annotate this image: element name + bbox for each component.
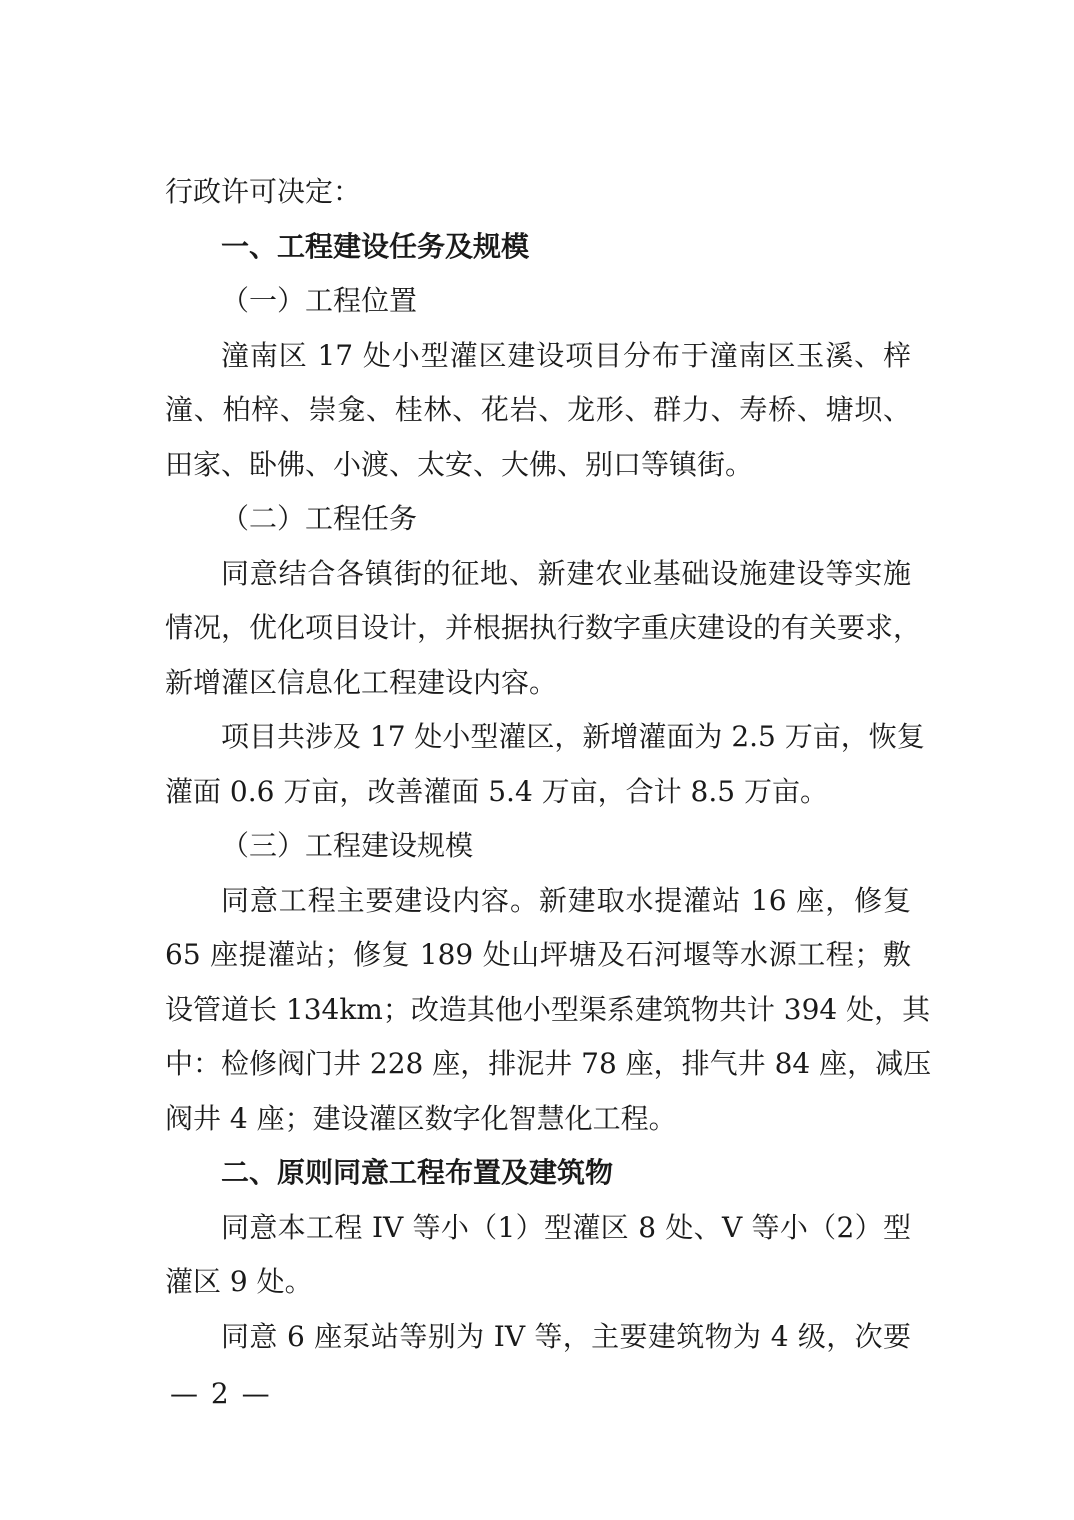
subsection-heading-location: （一）工程位置	[221, 284, 418, 317]
paragraph-line: 灌面 0.6 万亩，改善灌面 5.4 万亩，合计 8.5 万亩。	[165, 774, 828, 808]
paragraph-line: 设管道长 134km；改造其他小型渠系建筑物共计 394 处，其	[165, 992, 931, 1026]
document-body	[165, 165, 932, 1364]
paragraph-line: 阀井 4 座；建设灌区数字化智慧化工程。	[165, 1101, 677, 1135]
paragraph-line: 同意 6 座泵站等别为 IV 等，主要建筑物为 4 级，次要	[221, 1319, 911, 1353]
paragraph-line: 同意结合各镇街的征地、新建农业基础设施建设等实施	[221, 556, 911, 590]
paragraph-line: 项目共涉及 17 处小型灌区，新增灌面为 2.5 万亩，恢复	[221, 720, 925, 753]
section-heading-1: 一、工程建设任务及规模	[221, 229, 530, 263]
paragraph-line: 65 座提灌站；修复 189 处山坪塘及石河堰等水源工程；敷	[165, 938, 911, 971]
paragraph-line: 潼、柏梓、崇龛、桂林、花岩、龙形、群力、寿桥、塘坝、	[165, 393, 911, 426]
page-number: — 2 —	[170, 1377, 272, 1410]
intro-line: 行政许可决定：	[165, 175, 362, 208]
section-heading-2: 二、原则同意工程布置及建筑物	[221, 1156, 614, 1189]
subsection-heading-task: （二）工程任务	[221, 502, 418, 535]
paragraph-line: 潼南区 17 处小型灌区建设项目分布于潼南区玉溪、梓	[221, 338, 911, 372]
subsection-heading-scale: （三）工程建设规模	[221, 829, 474, 862]
paragraph-line: 同意工程主要建设内容。新建取水提灌站 16 座，修复	[221, 883, 911, 917]
paragraph-line: 同意本工程 IV 等小（1）型灌区 8 处、V 等小（2）型	[221, 1210, 911, 1244]
paragraph-line: 中：检修阀门井 228 座，排泥井 78 座，排气井 84 座，减压	[165, 1047, 932, 1080]
paragraph-line: 新增灌区信息化工程建设内容。	[165, 665, 558, 699]
paragraph-line: 灌区 9 处。	[165, 1265, 313, 1298]
paragraph-line: 情况，优化项目设计，并根据执行数字重庆建设的有关要求，	[165, 611, 922, 644]
paragraph-line: 田家、卧佛、小渡、太安、大佛、别口等镇街。	[165, 447, 754, 481]
